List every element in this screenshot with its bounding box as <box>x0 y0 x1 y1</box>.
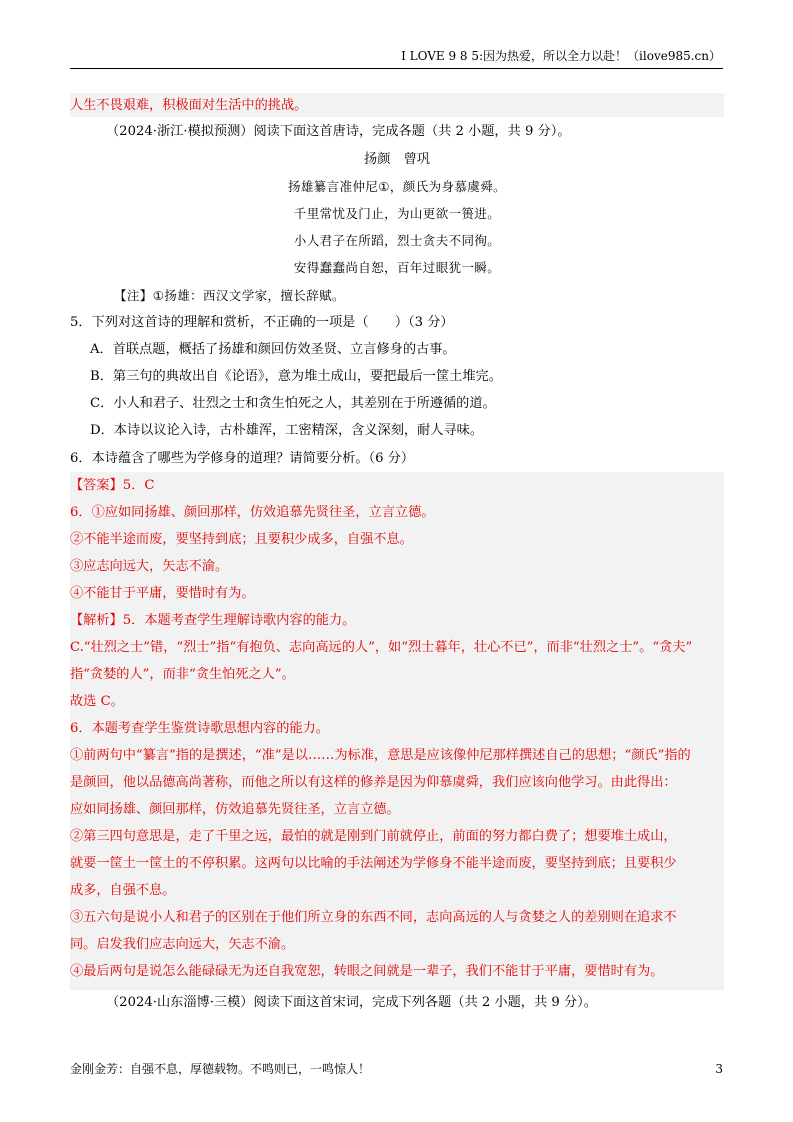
question-5-option-d: D．本诗以议论入诗，古朴雄浑，工密精深，含义深刻，耐人寻味。 <box>90 423 484 438</box>
question-5-option-b: B．第三句的典故出自《论语》，意为堆土成山，要把最后一筐土堆完。 <box>90 369 502 384</box>
poem-line: 小人君子在所蹈，烈士贪夫不同徇。 <box>293 233 501 248</box>
section-intro: （2024·浙江·模拟预测）阅读下面这首唐诗，完成各题（共 2 小题，共 9 分）。 <box>106 124 571 139</box>
answer-line: ②不能半途而废，要坚持到底；且要积少成多，自强不息。 <box>70 532 413 547</box>
poem-line: 千里常忧及门止，为山更欲一篑进。 <box>293 206 501 221</box>
analysis-line: 故选 C。 <box>70 694 124 709</box>
poem-title: 扬颜 曾巩 <box>364 152 430 167</box>
poem-line: 安得蠢蠢尚自恕，百年过眼犹一瞬。 <box>293 260 501 275</box>
page-number: 3 <box>715 1062 723 1076</box>
next-section-intro: （2024·山东淄博·三模）阅读下面这首宋词，完成下列各题（共 2 小题，共 9 分）。 <box>106 995 597 1010</box>
analysis-line: 同。启发我们应志向远大，矢志不渝。 <box>70 937 295 952</box>
question-5-option-c: C．小人和君子、壮烈之士和贪生怕死之人，其差别在于所遵循的道。 <box>90 396 496 411</box>
question-5-stem: 5．下列对这首诗的理解和赏析，不正确的一项是（ ）（3 分） <box>70 315 454 330</box>
answer-line: ④不能甘于平庸，要惜时有为。 <box>70 586 255 601</box>
analysis-line: 成多，自强不息。 <box>70 883 176 898</box>
prev-answer-text: 人生不畏艰难，积极面对生活中的挑战。 <box>70 98 308 113</box>
analysis-line: 是颜回，他以品德高尚著称，而他之所以有这样的修养是因为仰慕虞舜，我们应该向他学习。由此得出： <box>70 775 677 790</box>
analysis-line: 应如同扬雄、颜回那样，仿效追慕先贤往圣，立言立德。 <box>70 802 400 817</box>
analysis-line: 指“贪婪的人”，而非“贪生怕死之人”。 <box>70 667 295 682</box>
page-footer <box>70 1060 723 1078</box>
analysis-line: 【解析】5．本题考查学生理解诗歌内容的能力。 <box>70 613 356 628</box>
analysis-line: ④最后两句是说怎么能碌碌无为还自我宽恕，转眼之间就是一辈子，我们不能甘于平庸，要惜时有为。 <box>70 964 664 979</box>
answer-line: 6．①应如同扬雄、颜回那样，仿效追慕先贤往圣，立言立德。 <box>70 505 435 520</box>
analysis-line: ②第三四句意思是，走了千里之远，最怕的就是刚到门前就停止，前面的努力都白费了；想要堆土成山， <box>70 829 677 844</box>
answer-line: ③应志向远大，矢志不渝。 <box>70 559 229 574</box>
question-5-option-a: A．首联点题，概括了扬雄和颜回仿效圣贤、立言修身的古事。 <box>90 342 456 357</box>
question-6-stem: 6．本诗蕴含了哪些为学修身的道理？请简要分析。（6 分） <box>70 451 415 466</box>
poem-note: 【注】①扬雄：西汉文学家，擅长辞赋。 <box>114 288 345 303</box>
analysis-line: 就要一筐土一筐土的不停积累。这两句以比喻的手法阐述为学修身不能半途而废，要坚持到底；且要积少 <box>70 856 677 871</box>
analysis-line: C.“壮烈之士”错，“烈士”指“有抱负、志向高远的人”，如“烈士暮年，壮心不已”，而非“壮烈之士”。“贪夫” <box>70 640 693 655</box>
footer-motto: 金刚金芳：自强不息，厚德载物。不鸣则已，一鸣惊人！ <box>70 1062 371 1076</box>
answer-line: 【答案】5．C <box>70 478 155 493</box>
header-divider <box>70 68 723 69</box>
analysis-line: ①前两句中“纂言”指的是撰述，“准”是以……为标准，意思是应该像仲尼那样撰述自己的思想；“颜氏”指的 <box>70 748 691 763</box>
analysis-line: ③五六句是说小人和君子的区别在于他们所立身的东西不同，志向高远的人与贪婪之人的差别则在追求不 <box>70 910 677 925</box>
page-header: I LOVE 9 8 5:因为热爱，所以全力以赴！（ilove985.cn） <box>401 49 721 63</box>
poem-line: 扬雄纂言准仲尼①，颜氏为身慕虞舜。 <box>287 179 506 194</box>
analysis-line: 6．本题考查学生鉴赏诗歌思想内容的能力。 <box>70 721 329 736</box>
